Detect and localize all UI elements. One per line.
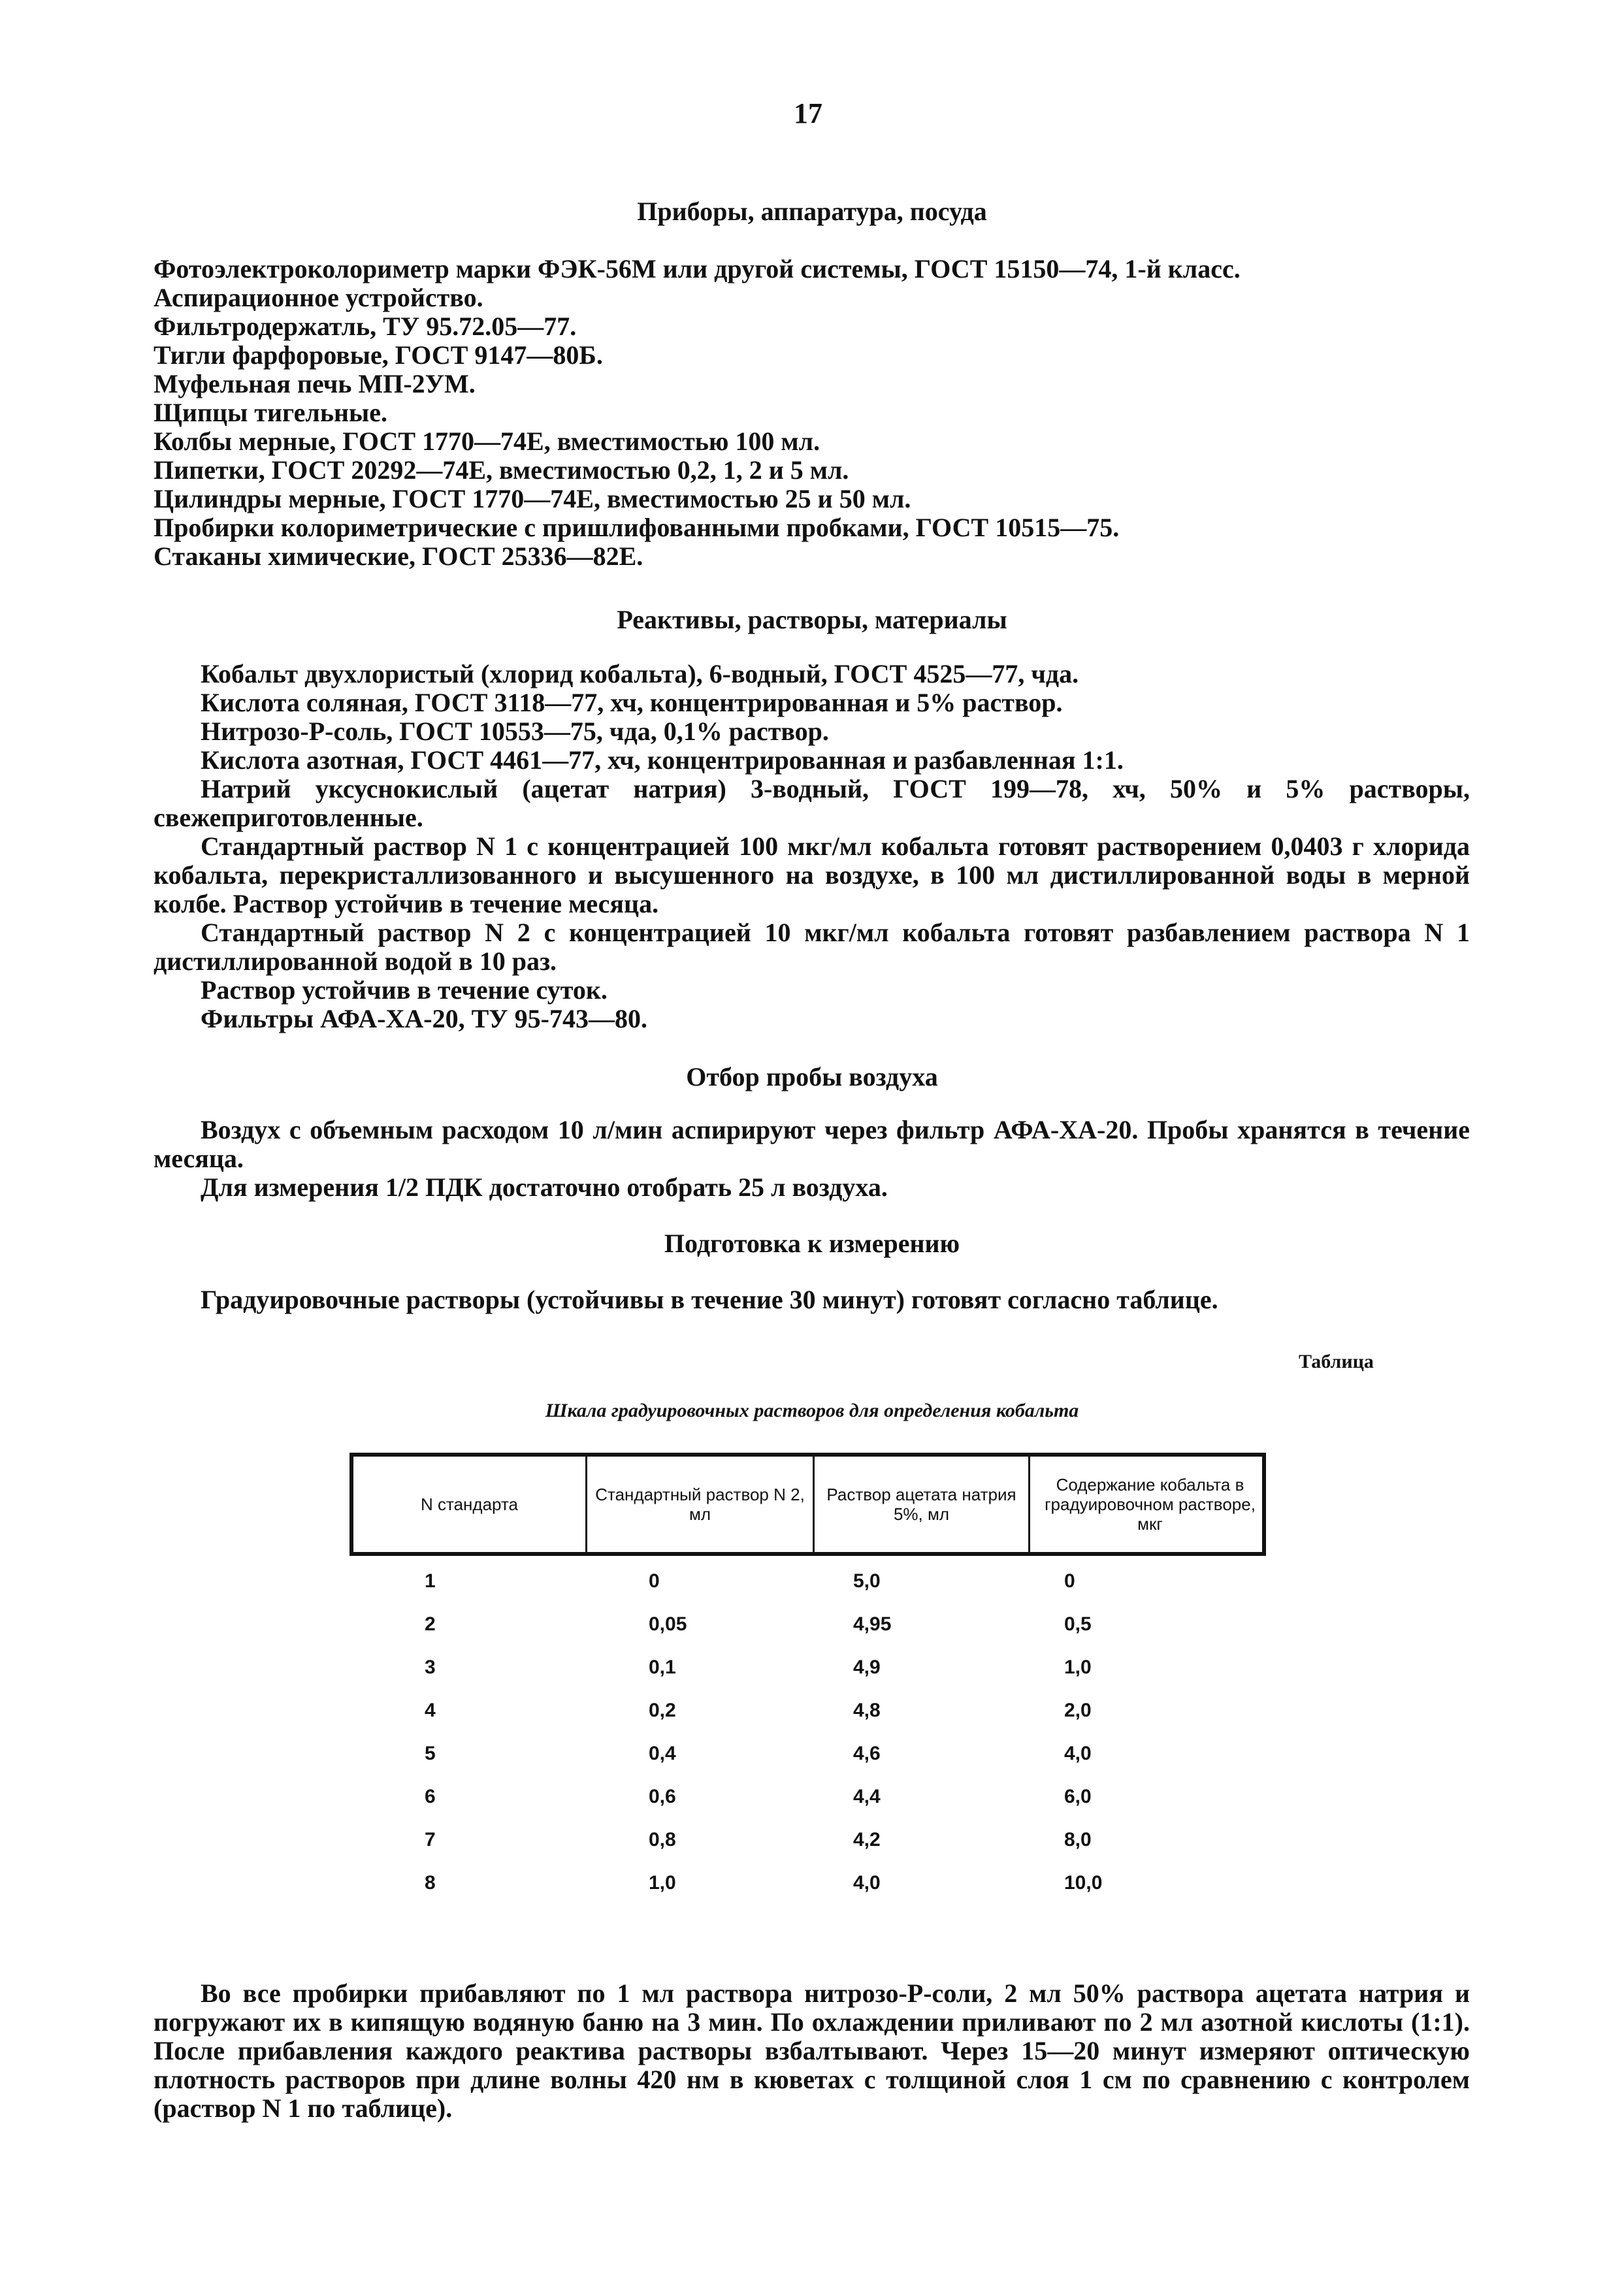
list-item: Кислота соляная, ГОСТ 3118—77, хч, концентрированная и 5% раствор.: [201, 688, 1063, 717]
table-row: [349, 1560, 1266, 1603]
list-item: Цилиндры мерные, ГОСТ 1770—74Е, вместимостью 25 и 50 мл.: [154, 484, 911, 513]
sampling-heading: Отбор пробы воздуха: [686, 1062, 938, 1091]
table-cell: 5,0: [853, 1570, 881, 1592]
list-item: Натрий уксуснокислый (ацетат натрия) 3-водный, ГОСТ 199—78, хч, 50% и 5% растворы, свежеприготовленные.: [154, 774, 1470, 832]
table-cell: 2,0: [1064, 1700, 1092, 1721]
list-item: Нитрозо-Р-соль, ГОСТ 10553—75, чда, 0,1% раствор.: [201, 717, 829, 746]
table-cell: 6: [425, 1786, 436, 1807]
table-title: Шкала градуировочных растворов для определения кобальта: [545, 1400, 1079, 1421]
table-cell: 0,4: [649, 1743, 676, 1764]
paragraph: Для измерения 1/2 ПДК достаточно отобрать 25 л воздуха.: [201, 1172, 888, 1202]
table-row: [349, 1732, 1266, 1775]
table-cell: 0,5: [1064, 1613, 1092, 1635]
table-cell: 2: [425, 1613, 436, 1635]
table-cell: 0,8: [649, 1829, 676, 1850]
table-cell: 3: [425, 1656, 436, 1678]
reagents-heading: Реактивы, растворы, материалы: [617, 605, 1007, 634]
list-item: Муфельная печь МП-2УМ.: [154, 369, 476, 398]
column-header: N стандарта: [353, 1457, 587, 1552]
list-item: Фильтры АФА-ХА-20, ТУ 95-743—80.: [201, 1004, 647, 1033]
table-cell: 1,0: [649, 1872, 676, 1894]
table-cell: 0,6: [649, 1786, 676, 1807]
list-item: Стаканы химические, ГОСТ 25336—82Е.: [154, 541, 643, 571]
list-item: Щипцы тигельные.: [154, 398, 388, 427]
table-row: [349, 1603, 1266, 1646]
table-cell: 4,2: [853, 1829, 881, 1850]
list-item: Стандартный раствор N 1 с концентрацией 100 мкг/мл кобальта готовят растворением 0,0403 г хлорида кобальта, перекристаллизованного и высушенного на воздухе, в 100 мл дистиллированной воды в мерной колбе. Раствор устойчив в течение месяца.: [154, 832, 1470, 918]
paragraph: Во все пробирки прибавляют по 1 мл раствора нитрозо-Р-соли, 2 мл 50% раствора ацетата натрия и погружают их в кипящую водяную баню на 3 мин. По охлаждении приливают по 2 мл азотной кислоты (1:1). После прибавления каждого реактива растворы взбалтывают. Через 15—20 минут измеряют оптическую плотность растворов при длине волны 420 нм в кюветах с толщиной слоя 1 см по сравнению с контролем (раствор N 1 по таблице).: [154, 1979, 1470, 2123]
table-cell: 8: [425, 1872, 436, 1894]
table-row: [349, 1818, 1266, 1862]
list-item: Тигли фарфоровые, ГОСТ 9147—80Б.: [154, 340, 603, 370]
table-cell: 4,9: [853, 1656, 881, 1678]
column-header: Раствор ацетата натрия 5%, мл: [815, 1457, 1030, 1552]
list-item: Фотоэлектроколориметр марки ФЭК-56М или другой системы, ГОСТ 15150—74, 1-й класс.: [154, 254, 1241, 283]
page-number: 17: [794, 97, 822, 129]
table-cell: 4,0: [853, 1872, 881, 1894]
table-cell: 1,0: [1064, 1656, 1092, 1678]
reagents-list: [154, 660, 1470, 1033]
table-cell: 7: [425, 1829, 436, 1850]
table-cell: 0,1: [649, 1656, 676, 1678]
instruments-heading: Приборы, аппаратура, посуда: [637, 197, 987, 226]
paragraph: Градуировочные растворы (устойчивы в течение 30 минут) готовят согласно таблице.: [201, 1285, 1218, 1314]
table-cell: 4,0: [1064, 1743, 1092, 1764]
table-cell: 0,2: [649, 1700, 676, 1721]
table-cell: 10,0: [1064, 1872, 1103, 1894]
table-cell: 0,05: [649, 1613, 687, 1635]
paragraph: Воздух с объемным расходом 10 л/мин аспирируют через фильтр АФА-ХА-20. Пробы хранятся в течение месяца.: [154, 1115, 1470, 1173]
table-cell: 0: [649, 1570, 660, 1592]
list-item: Раствор устойчив в течение суток.: [201, 975, 608, 1005]
list-item: Аспирационное устройство.: [154, 283, 483, 312]
final-paragraph: [154, 1979, 1470, 2123]
table-cell: 1: [425, 1570, 436, 1592]
table-cell: 4,4: [853, 1786, 881, 1807]
table-label: Таблица: [1299, 1351, 1374, 1372]
table-cell: 4,6: [853, 1743, 881, 1764]
table-cell: 8,0: [1064, 1829, 1092, 1850]
list-item: Пипетки, ГОСТ 20292—74Е, вместимостью 0,2, 1, 2 и 5 мл.: [154, 455, 849, 485]
list-item: Кислота азотная, ГОСТ 4461—77, хч, концентрированная и разбавленная 1:1.: [201, 745, 1124, 775]
table-cell: 4,8: [853, 1700, 881, 1721]
column-header: Содержание кобальта в градуировочном растворе, мкг: [1045, 1475, 1256, 1534]
table-cell: 6,0: [1064, 1786, 1092, 1807]
column-header: Стандартный раствор N 2, мл: [587, 1457, 815, 1552]
table-row: [349, 1775, 1266, 1818]
table-row: [349, 1646, 1266, 1689]
list-item: Фильтродержатль, ТУ 95.72.05—77.: [154, 312, 577, 341]
table-cell: 4,95: [853, 1613, 892, 1635]
prep-heading: Подготовка к измерению: [664, 1229, 960, 1258]
prep-text: [154, 1285, 1470, 1314]
list-item: Колбы мерные, ГОСТ 1770—74Е, вместимостью 100 мл.: [154, 427, 820, 456]
table-cell: 5: [425, 1743, 436, 1764]
table-cell: 4: [425, 1700, 436, 1721]
table-row: [349, 1689, 1266, 1732]
list-item: Пробирки колориметрические с пришлифованными пробками, ГОСТ 10515—75.: [154, 513, 1120, 542]
table-row: [349, 1862, 1266, 1905]
table-header: [349, 1453, 1266, 1556]
list-item: Кобальт двухлористый (хлорид кобальта), 6-водный, ГОСТ 4525—77, чда.: [201, 659, 1079, 688]
list-item: Стандартный раствор N 2 с концентрацией 10 мкг/мл кобальта готовят разбавлением раствора N 1 дистиллированной водой в 10 раз.: [154, 918, 1470, 976]
sampling-text: [154, 1116, 1470, 1202]
table-cell: 0: [1064, 1570, 1075, 1592]
instruments-list: [154, 255, 1470, 571]
